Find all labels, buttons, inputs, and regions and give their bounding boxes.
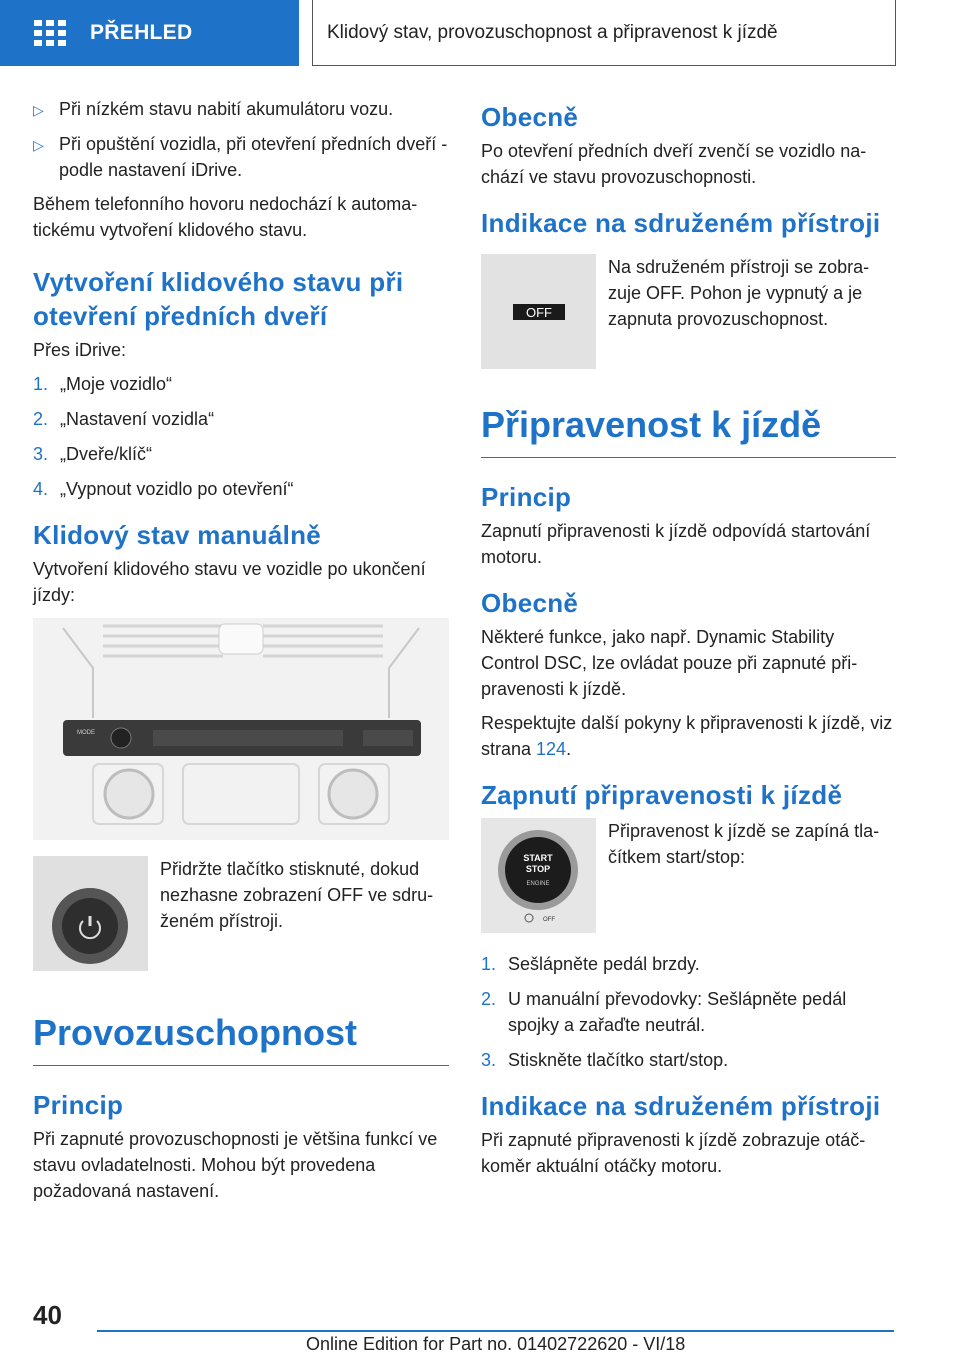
heading-general: Obecně: [481, 102, 579, 132]
list-item: 4. „Vypnout vozidlo po otevření“: [33, 479, 294, 499]
list-item: 1. Sešlápněte pedál brzdy.: [481, 954, 700, 974]
stop-text: STOP: [525, 864, 551, 874]
right-column: [481, 96, 896, 1187]
list-item: 3. „Dveře/klíč“: [33, 444, 153, 464]
console-illustration: [33, 618, 449, 840]
tachometer-para: Při zapnuté připravenosti k jízdě zobrazuje otáčkoměr aktuální otáčky motoru.: [481, 1130, 866, 1176]
list-item: 3. Stiskněte tlačítko start/stop.: [481, 1050, 729, 1070]
general-ready-para: Některé funkce, jako např. Dynamic Stability Control DSC, lze ovládat pouze při zapnuté připravenosti k jízdě.: [481, 627, 858, 699]
start-text: START: [523, 853, 553, 863]
list-item: 2. U manuální převodovky: Sešlápněte pedál spojky a zařaďte neutrál.: [481, 989, 847, 1035]
heading-manual-sleep: Klidový stav manuálně: [33, 520, 322, 550]
engine-text: ENGINE: [526, 881, 550, 887]
start-button-row: [481, 818, 896, 933]
heading-cluster-indication: Indikace na sdruženém přístroji: [481, 208, 881, 238]
edition-text: Online Edition for Part no. 01402722620 - VI/18: [306, 1334, 686, 1354]
heading-drive-ready: Připravenost k jízdě: [481, 403, 896, 458]
list-item: 1. „Moje vozidlo“: [33, 374, 173, 394]
overview-button[interactable]: [0, 0, 299, 66]
heading-principle: Princip: [33, 1090, 124, 1120]
principle-ready-para: Zapnutí připravenosti k jízdě odpovídá startování motoru.: [481, 521, 871, 567]
page-number: 40: [33, 1300, 62, 1330]
grid-menu-icon: [34, 20, 66, 46]
heading-switch-on: Zapnutí připravenosti k jízdě: [481, 780, 843, 810]
start-stop-button-image: [481, 818, 596, 933]
list-item: 2. „Nastavení vozidla“: [33, 409, 215, 429]
phone-call-note: Během telefonního hovoru nedochází k automatickému vytvoření klidového stavu.: [33, 194, 418, 240]
top-bar: [0, 0, 960, 66]
heading-operational: Provozuschopnost: [33, 1011, 449, 1066]
bullet-item: ▷ Při nízkém stavu nabití akumulátoru vozu.: [33, 96, 449, 123]
mode-label: MODE: [77, 730, 95, 736]
triangle-bullet-icon: ▷: [33, 137, 44, 153]
chapter-title: Klidový stav, provozuschopnost a připravenost k jízdě: [312, 0, 896, 66]
footer-divider: [97, 1330, 894, 1332]
heading-door-sleep: Vytvoření klidového stavu při otevření předních dveří: [33, 267, 404, 331]
power-knob-image: [33, 856, 148, 971]
heading-general-ready: Obecně: [481, 588, 579, 618]
see-page-para: Respektujte další pokyny k připravenosti k jízdě, viz strana 124.: [481, 713, 893, 759]
principle-para: Při zapnuté provozuschopnosti je většina funkcí ve stavu ovladatelnosti. Mohou být provedena požadovaná nastavení.: [33, 1129, 438, 1201]
manual-sleep-para: Vytvoření klidového stavu ve vozidle po ukončení jízdy:: [33, 559, 426, 605]
bullet-item: ▷ Při opuštění vozidla, při otevření předních dveří - podle nastavení iDrive.: [33, 131, 449, 183]
off-display-image: [481, 254, 596, 369]
left-column: [33, 96, 449, 1212]
heading-cluster-indication-2: Indikace na sdruženém přístroji: [481, 1091, 881, 1121]
knob-instruction: Přidržte tlačítko stisknuté, dokud nezhasne zobrazení OFF ve sdruženém přístroji.: [160, 859, 434, 931]
switch-on-para: Připravenost k jízdě se zapíná tlačítkem start/stop:: [608, 821, 880, 867]
cluster-off-para: Na sdruženém přístroji se zobrazuje OFF. Pohon je vypnutý a je zapnuta provozuschopnost.: [608, 257, 870, 329]
page-link[interactable]: 124: [536, 739, 567, 759]
knob-row: [33, 856, 449, 971]
triangle-bullet-icon: ▷: [33, 102, 44, 118]
overview-label: PŘEHLED: [90, 21, 193, 44]
heading-principle-ready: Princip: [481, 482, 572, 512]
via-idrive: Přes iDrive:: [33, 340, 127, 360]
off-text: OFF: [526, 305, 552, 320]
general-para: Po otevření předních dveří zvenčí se vozidlo nachází ve stavu provozuschopnosti.: [481, 141, 867, 187]
off-indicator-row: [481, 254, 896, 369]
button-off-text: OFF: [543, 917, 555, 923]
